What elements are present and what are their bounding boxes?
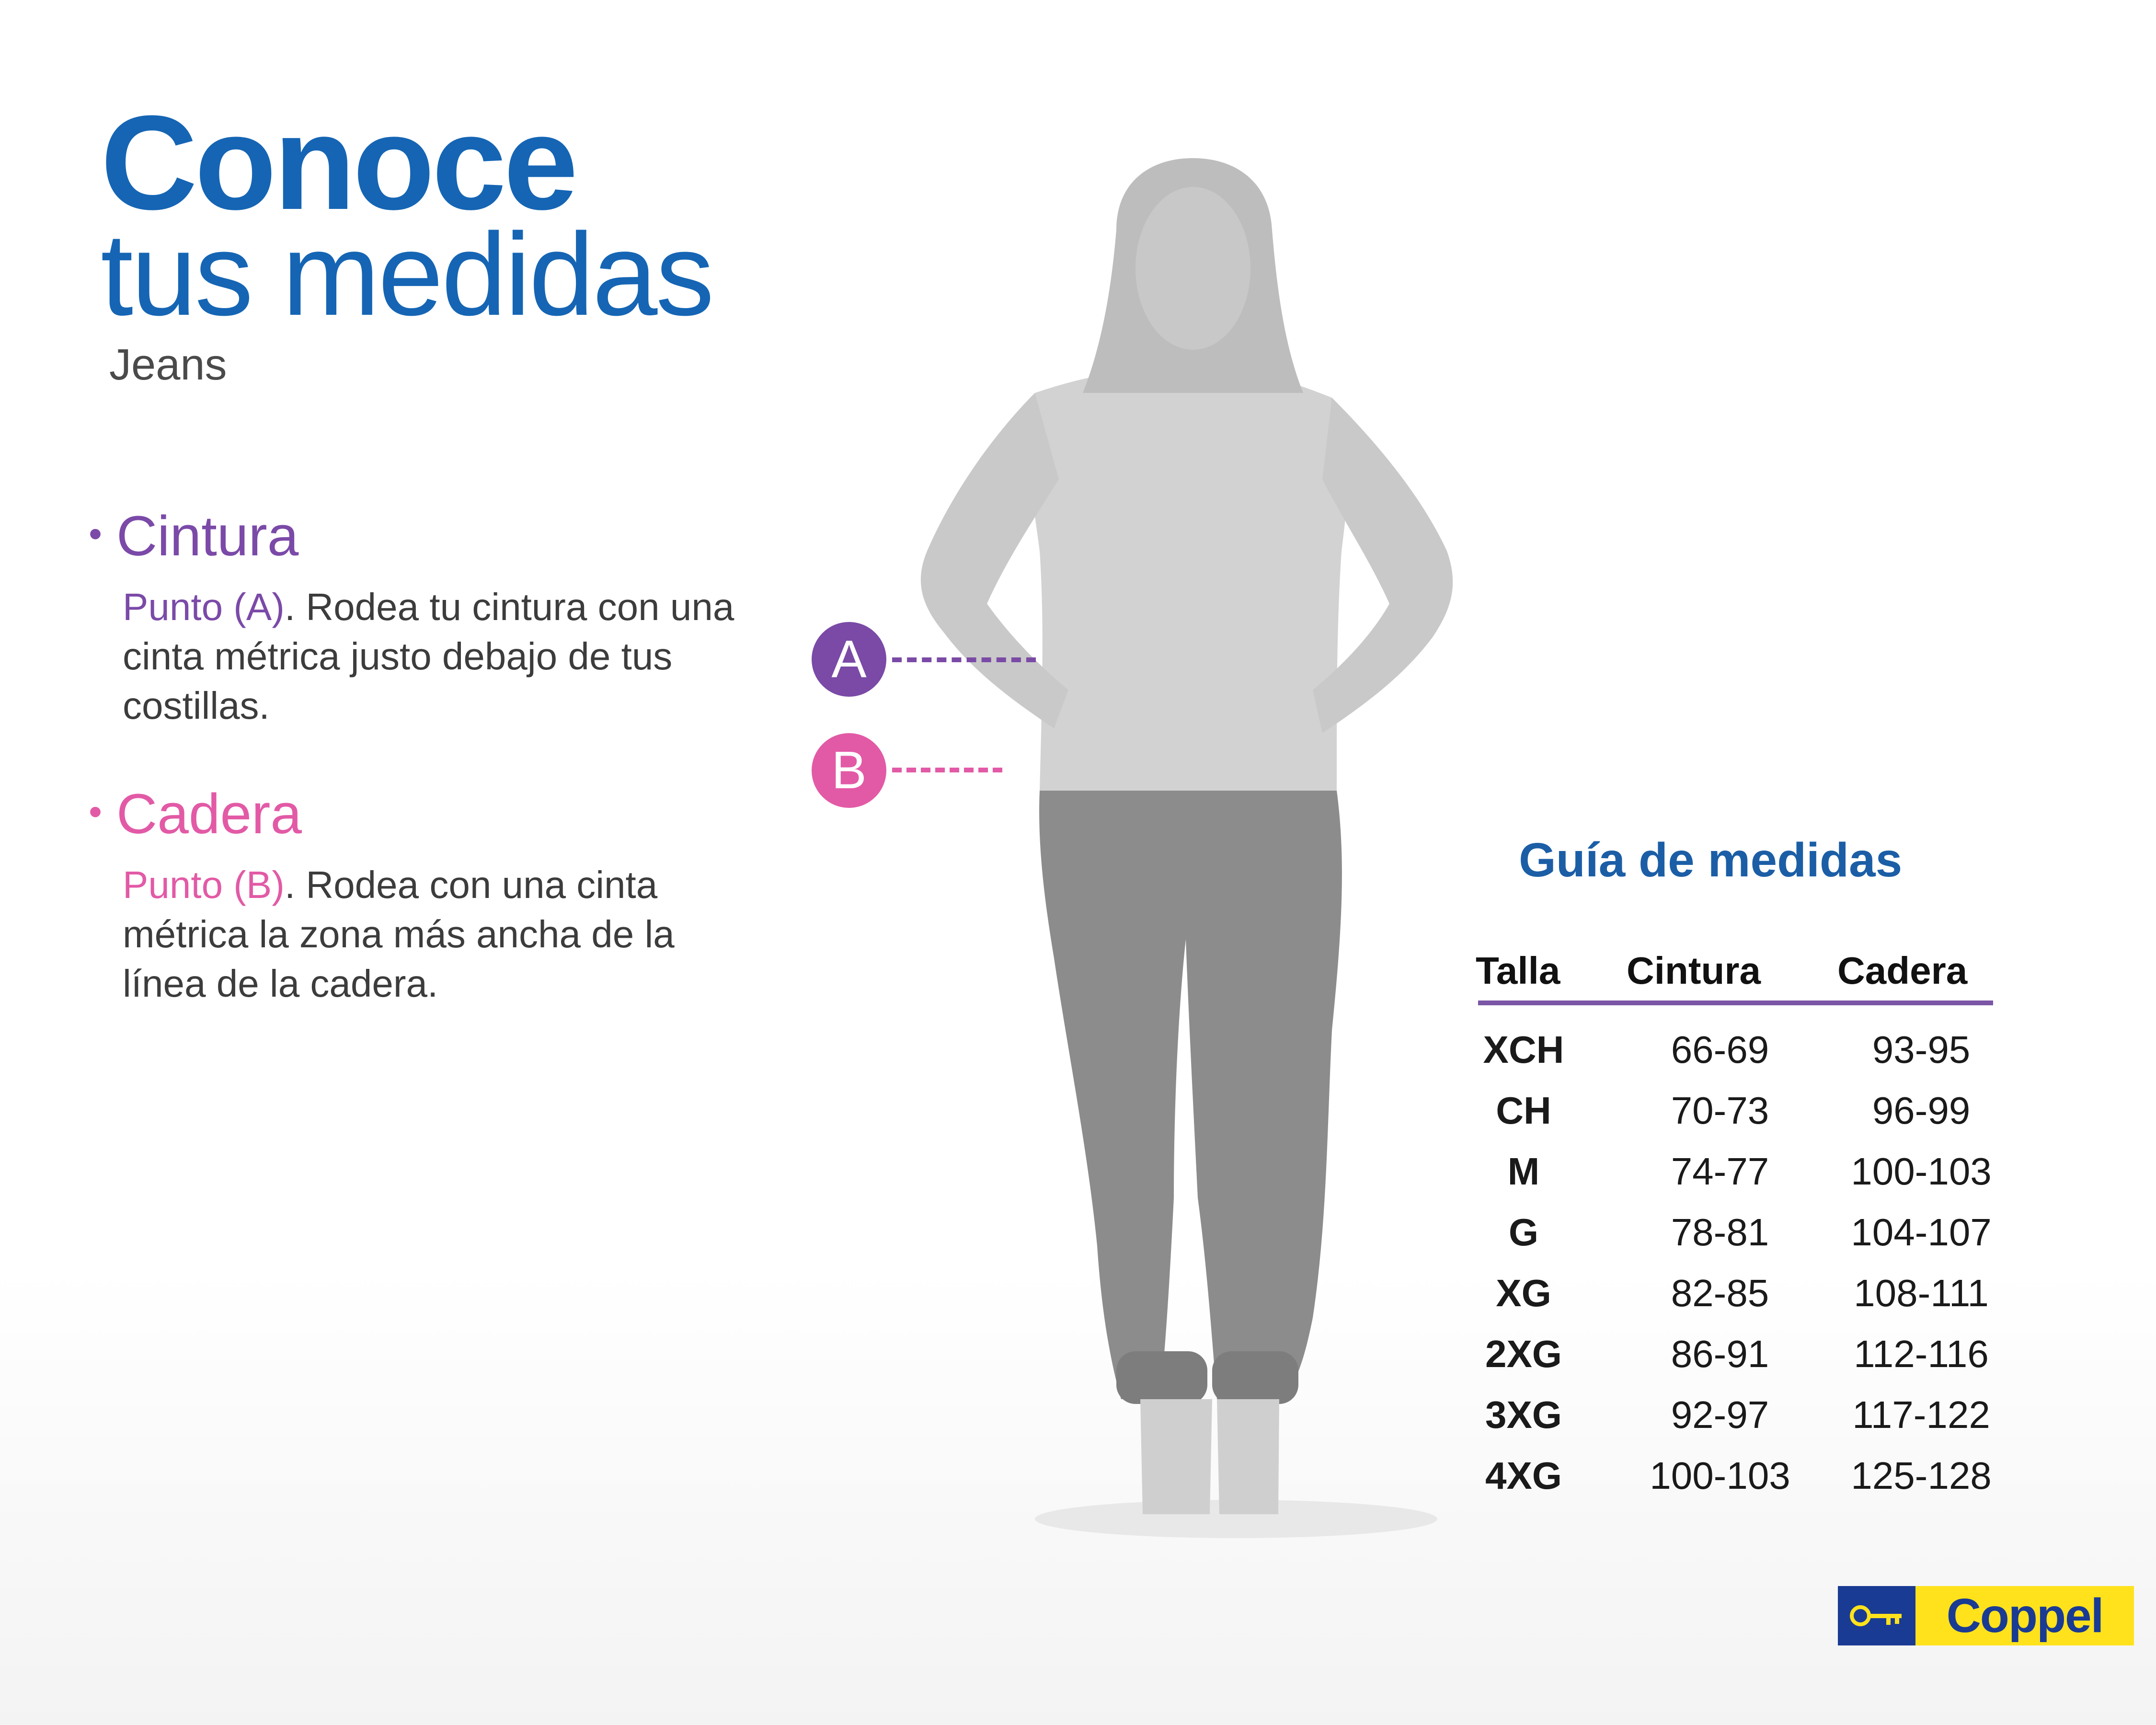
cell-cadera: 112-116 — [1854, 1333, 1989, 1375]
section-cadera-description: . Rodea con una cinta métrica la zona más ancha de la línea de la cadera. — [123, 863, 675, 1005]
table-row — [1466, 1393, 1990, 1454]
table-row — [1466, 1332, 1989, 1393]
cell-talla: G — [1508, 1211, 1539, 1254]
marker-a: A — [812, 622, 886, 697]
cell-cadera: 93-95 — [1872, 1028, 1971, 1071]
cell-talla: 3XG — [1485, 1393, 1562, 1436]
table-row — [1466, 1271, 1989, 1332]
cell-cintura: 70-73 — [1671, 1089, 1769, 1132]
cell-cintura: 100-103 — [1650, 1454, 1790, 1497]
header-cadera: Cadera — [1837, 949, 1968, 992]
bullet-icon: • — [89, 790, 103, 833]
page-title-secondary: tus medidas — [101, 208, 712, 340]
marker-a-line — [892, 657, 1036, 662]
cell-cintura: 92-97 — [1671, 1393, 1769, 1436]
cell-talla: 4XG — [1485, 1454, 1562, 1497]
table-row — [1466, 1028, 1984, 1089]
cell-cadera: 104-107 — [1851, 1211, 1992, 1254]
page-subtitle: Jeans — [109, 340, 227, 389]
section-cintura-description: . Rodea tu cintura con una cinta métrica justo debajo de tus costillas. — [123, 586, 734, 727]
cell-talla: XCH — [1483, 1028, 1564, 1071]
size-guide-title: Guía de medidas — [1519, 833, 1903, 887]
cell-talla: M — [1507, 1150, 1540, 1193]
coppel-logo — [1838, 1586, 2134, 1645]
cell-cadera: 125-128 — [1851, 1454, 1992, 1497]
cell-cintura: 66-69 — [1671, 1028, 1769, 1071]
cell-cadera: 108-111 — [1854, 1272, 1989, 1314]
brand-name: Coppel — [1915, 1586, 2134, 1645]
table-row — [1466, 1089, 1984, 1150]
table-row — [1466, 1454, 1992, 1515]
point-b-label: Punto (B) — [123, 863, 285, 906]
size-table — [1466, 949, 1992, 1497]
point-a-label: Punto (A) — [123, 586, 285, 628]
table-row — [1466, 1210, 1992, 1271]
cell-cintura: 74-77 — [1671, 1150, 1769, 1193]
cell-talla: 2XG — [1485, 1333, 1562, 1375]
header-talla: Talla — [1476, 949, 1560, 992]
marker-b: B — [812, 733, 886, 808]
table-row — [1466, 1150, 1992, 1210]
cell-cadera: 117-122 — [1852, 1393, 1990, 1436]
marker-b-line — [892, 768, 1002, 772]
bullet-icon: • — [89, 512, 103, 555]
header-cintura: Cintura — [1627, 949, 1761, 992]
cell-cadera: 96-99 — [1872, 1089, 1971, 1132]
cell-talla: CH — [1496, 1089, 1551, 1132]
cell-talla: XG — [1496, 1272, 1551, 1314]
size-table-header — [1466, 949, 1984, 997]
cell-cintura: 78-81 — [1671, 1211, 1769, 1254]
cell-cintura: 86-91 — [1671, 1333, 1769, 1375]
cell-cadera: 100-103 — [1851, 1150, 1992, 1193]
section-cintura-title: Cintura — [116, 505, 299, 568]
page-title: Conoce — [101, 88, 575, 238]
cell-cintura: 82-85 — [1671, 1272, 1769, 1314]
section-cadera-title: Cadera — [116, 782, 302, 846]
key-icon — [1838, 1586, 1915, 1645]
header-divider — [1478, 1000, 1993, 1005]
size-table-body — [1466, 1028, 1992, 1515]
